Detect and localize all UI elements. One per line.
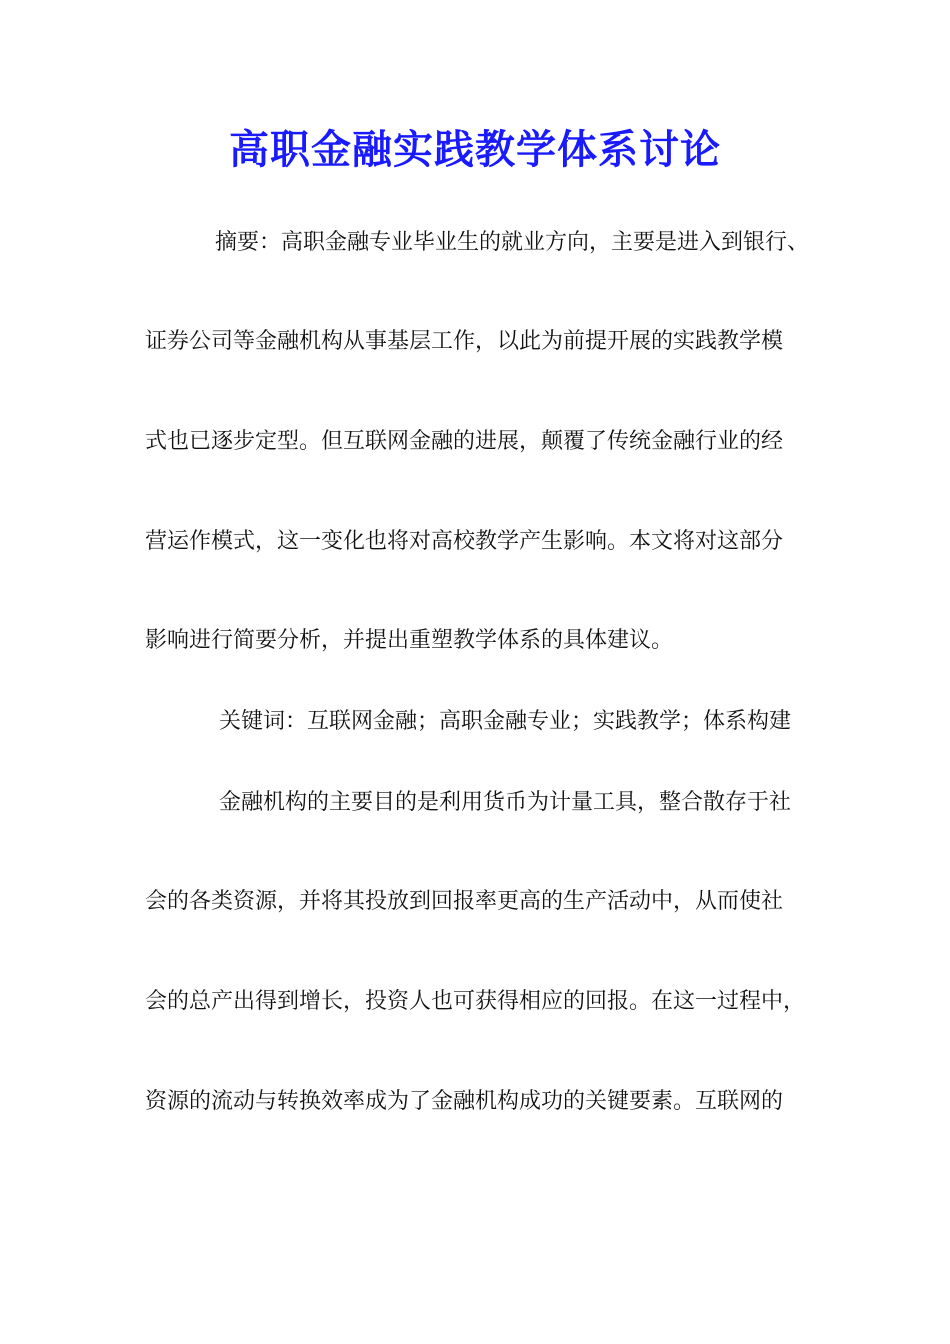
body-line-4: 资源的流动与转换效率成为了金融机构成功的关键要素。互联网的 [145, 1089, 784, 1114]
body-line-3: 会的总产出得到增长，投资人也可获得相应的回报。在这一过程中， [145, 989, 806, 1014]
abstract-line-3: 式也已逐步定型。但互联网金融的进展，颠覆了传统金融行业的经 [145, 429, 784, 454]
abstract-line-4: 营运作模式，这一变化也将对高校教学产生影响。本文将对这部分 [145, 529, 784, 554]
keywords-line: 关键词：互联网金融；高职金融专业；实践教学；体系构建 [219, 709, 792, 734]
abstract-line-1: 摘要：高职金融专业毕业生的就业方向，主要是进入到银行、 [215, 230, 810, 255]
body-line-1: 金融机构的主要目的是利用货币为计量工具，整合散存于社 [219, 790, 792, 815]
body-line-2: 会的各类资源，并将其投放到回报率更高的生产活动中，从而使社 [145, 889, 784, 914]
abstract-line-5: 影响进行简要分析，并提出重塑教学体系的具体建议。 [145, 628, 674, 653]
abstract-line-2: 证券公司等金融机构从事基层工作，以此为前提开展的实践教学模 [145, 329, 784, 354]
document-title: 高职金融实践教学体系讨论 [229, 126, 721, 173]
